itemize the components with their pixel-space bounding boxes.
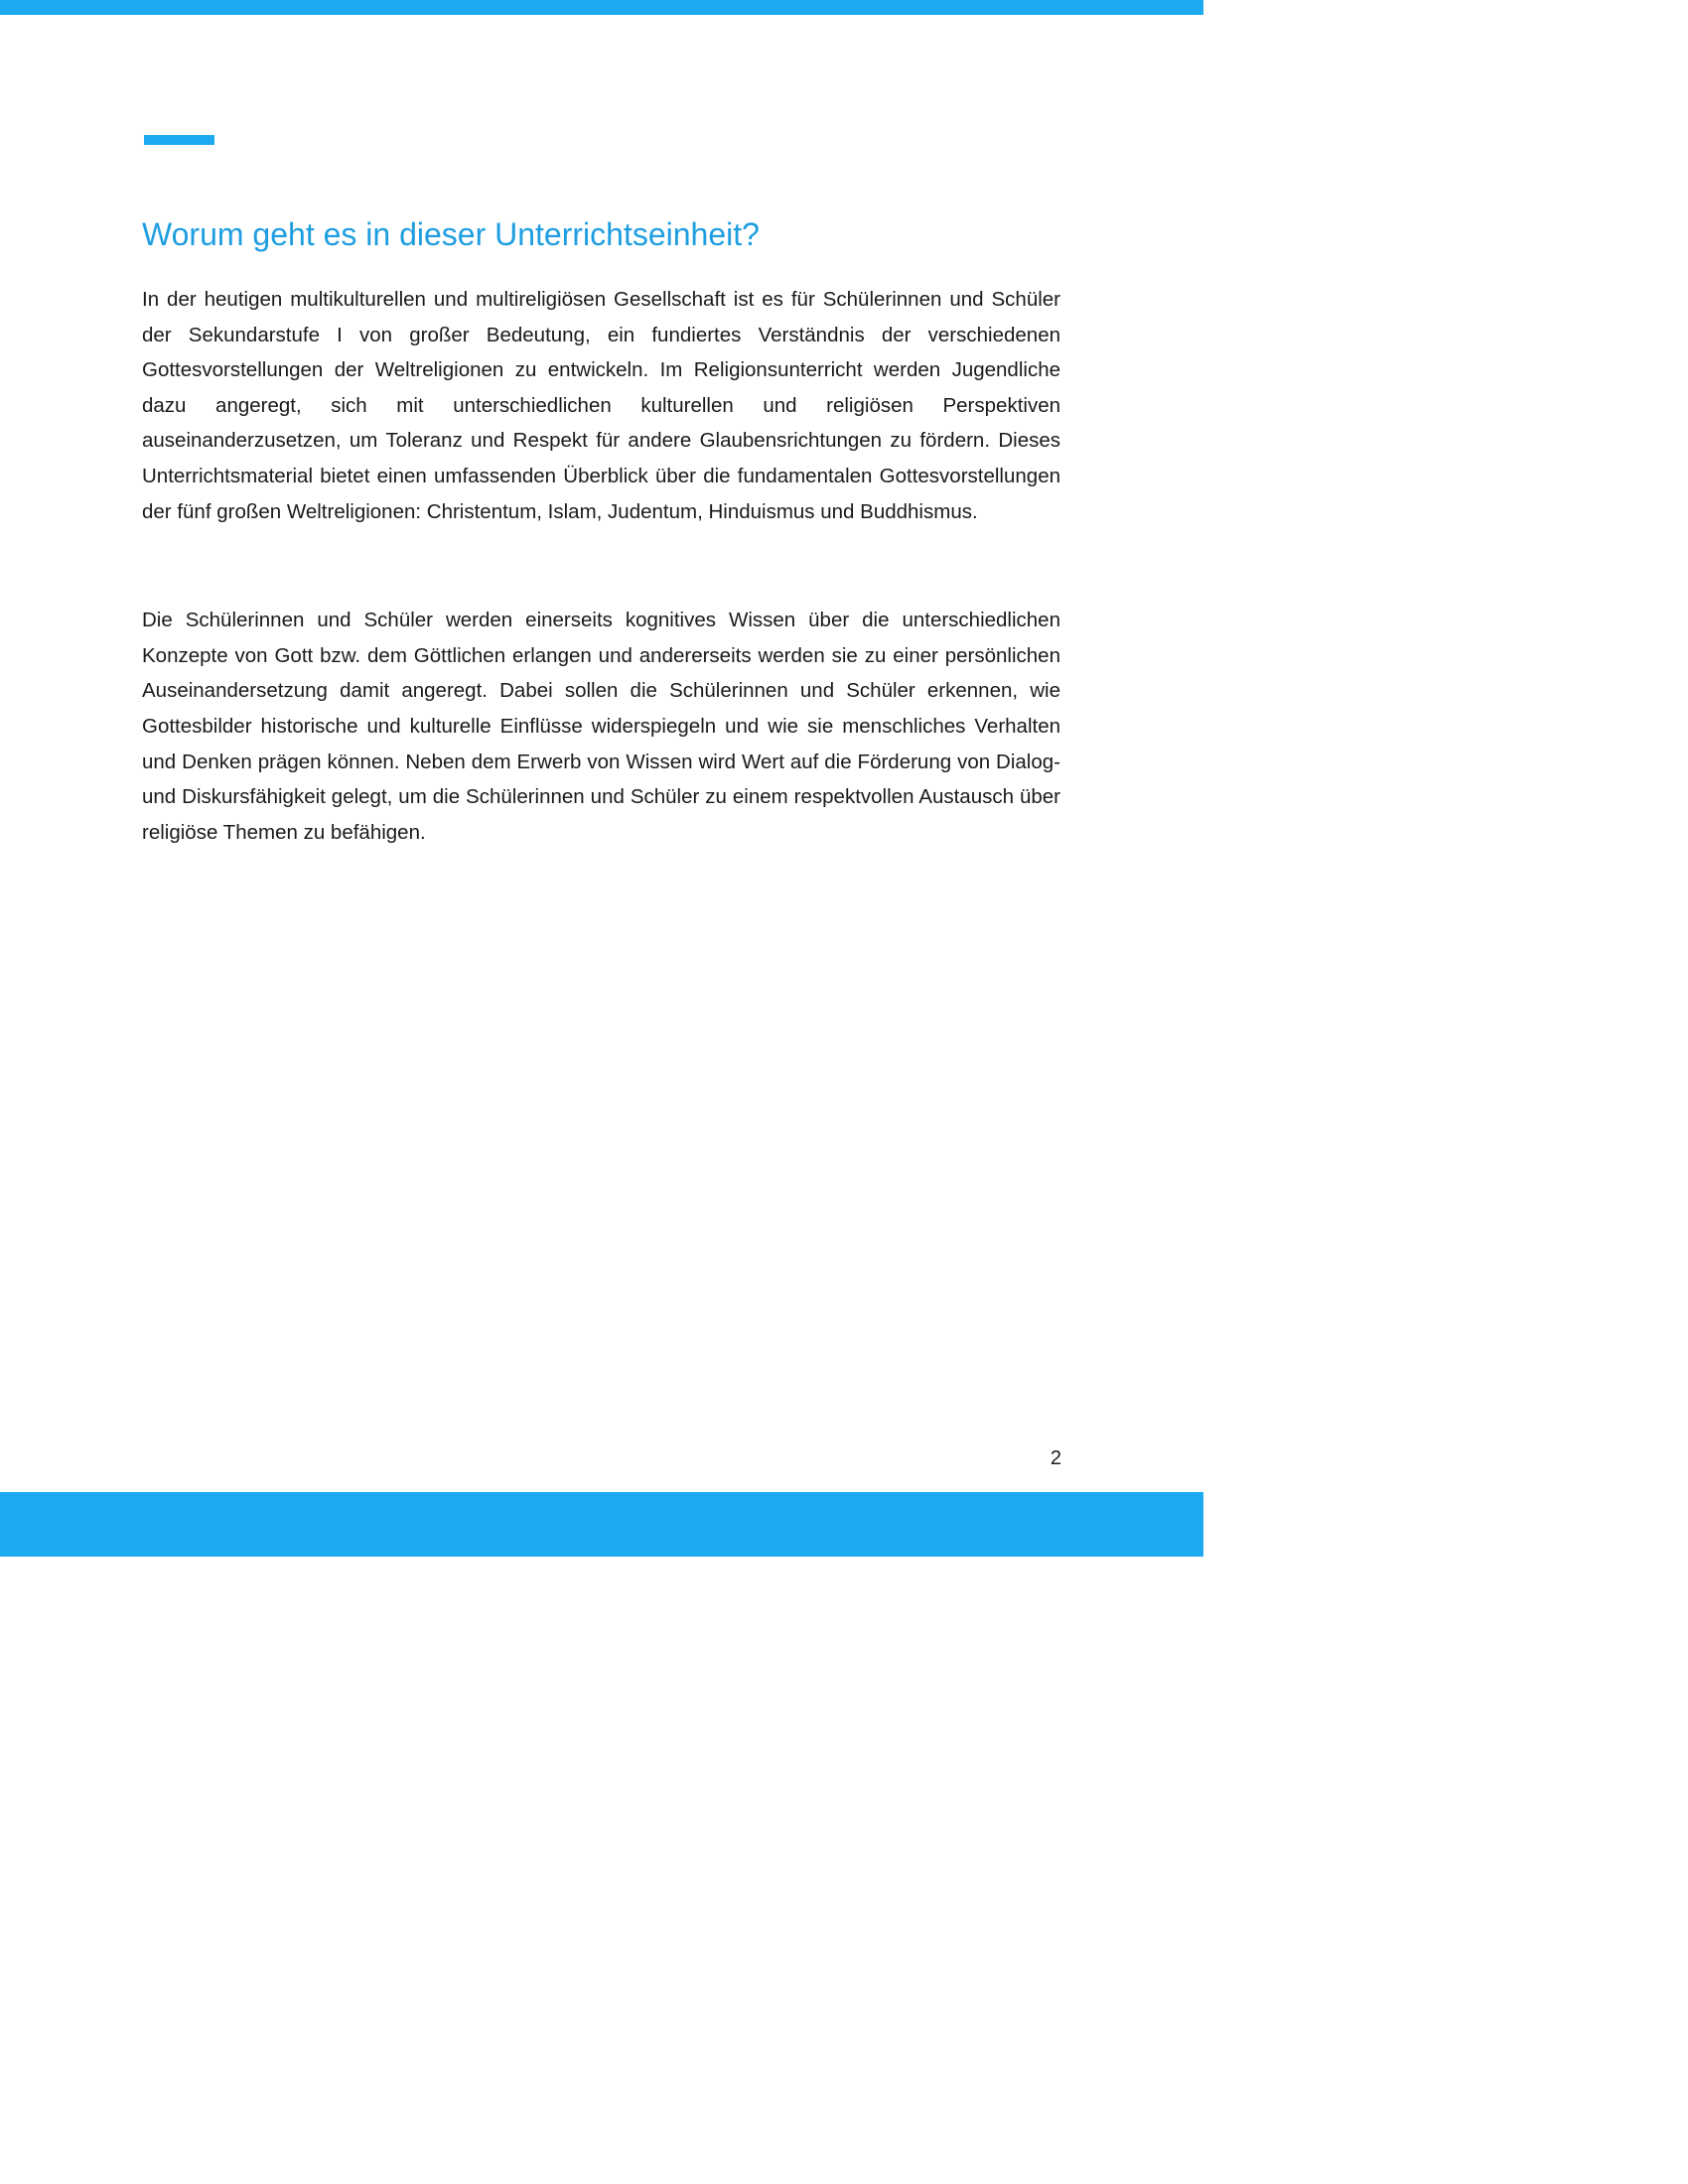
bottom-accent-bar [0,1492,1203,1557]
paragraph-intro: In der heutigen multikulturellen und multireligiösen Gesellschaft ist es für Schülerinnen und Schüler der Sekundarstufe I von großer Bedeutung, ein fundiertes Verständnis der verschiedenen Gottesvorstellungen der Weltreligionen zu entwickeln. Im Religionsunterricht werden Jugendliche dazu angeregt, sich mit unterschiedlichen kulturellen und religiösen Perspektiven auseinanderzusetzen, um Toleranz und Respekt für andere Glaubensrichtungen zu fördern. Dieses Unterrichtsmaterial bietet einen umfassenden Überblick über die fundamentalen Gottesvorstellungen der fünf großen Weltreligionen: Christentum, Islam, Judentum, Hinduismus und Buddhismus. [142,288,1060,523]
page-number: 2 [1050,1447,1061,1469]
body-content [142,282,1060,850]
page-heading: Worum geht es in dieser Unterrichtseinheit? [142,216,760,252]
heading-accent-dash [144,135,214,145]
paragraph-goals: Die Schülerinnen und Schüler werden einerseits kognitives Wissen über die unterschiedlichen Konzepte von Gott bzw. dem Göttlichen erlangen und andererseits werden sie zu einer persönlichen Auseinandersetzung damit angeregt. Dabei sollen die Schülerinnen und Schüler erkennen, wie Gottesbilder historische und kulturelle Einflüsse widerspiegeln und wie sie menschliches Verhalten und Denken prägen können. Neben dem Erwerb von Wissen wird Wert auf die Förderung von Dialog- und Diskursfähigkeit gelegt, um die Schülerinnen und Schüler zu einem respektvollen Austausch über religiöse Themen zu befähigen. [142,609,1060,844]
top-accent-bar [0,0,1203,15]
